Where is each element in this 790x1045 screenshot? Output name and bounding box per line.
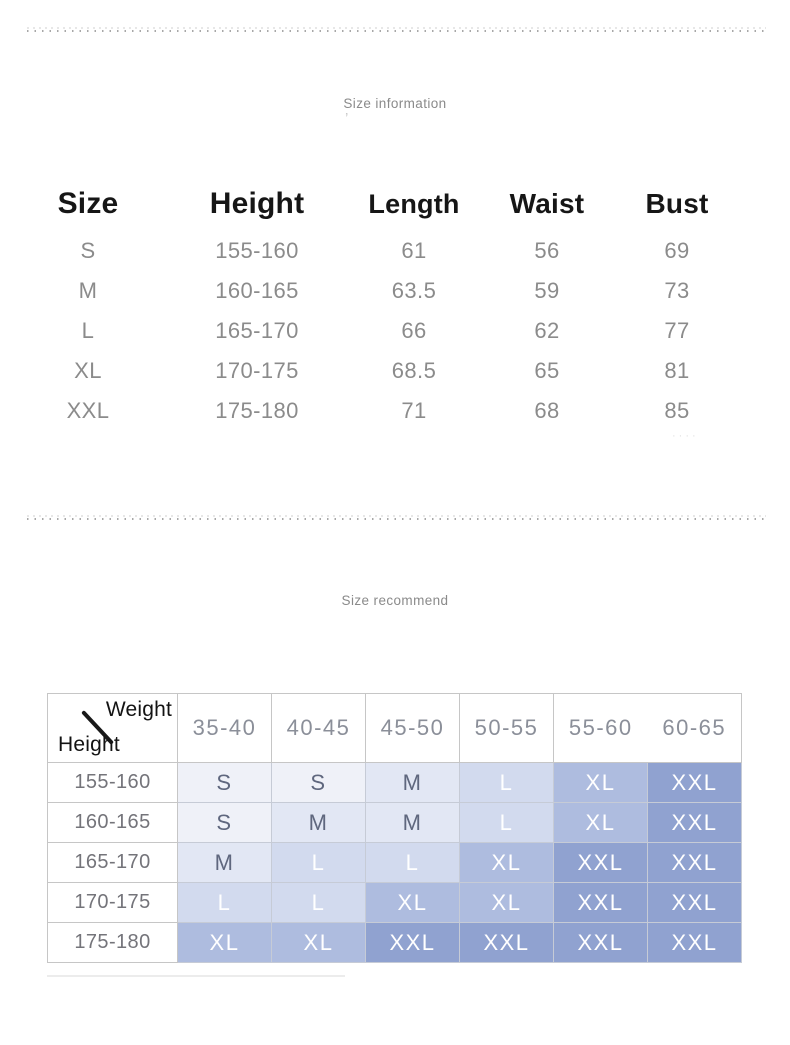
recommended-size-cell: S bbox=[178, 803, 272, 843]
recommended-size-cell: M bbox=[366, 803, 460, 843]
height-column-header: Height bbox=[209, 187, 305, 220]
recommended-size-cell: XL bbox=[366, 883, 460, 923]
size-table-cell: 170-175 bbox=[215, 358, 299, 383]
recommended-size-cell: XXL bbox=[648, 843, 742, 883]
height-range-cell: 155-160 bbox=[48, 763, 178, 803]
recommend-header-row bbox=[48, 694, 742, 763]
recommended-size-cell: XXL bbox=[460, 923, 554, 963]
table-bottom-shadow bbox=[47, 975, 345, 977]
recommended-size-cell: L bbox=[272, 883, 366, 923]
size-table-cell: 63.5 bbox=[391, 278, 437, 303]
corner-weight-label: Weight bbox=[105, 698, 172, 721]
weight-range-header: 60-65 bbox=[648, 694, 742, 763]
weight-range-header: 40-45 bbox=[272, 694, 366, 763]
recommended-size-cell: XL bbox=[554, 763, 648, 803]
size-table-column-waist bbox=[510, 186, 585, 431]
size-table-cell: 165-170 bbox=[215, 318, 299, 343]
size-recommend-table bbox=[47, 693, 742, 963]
size-table-cell: 77 bbox=[664, 318, 690, 343]
recommended-size-cell: XXL bbox=[648, 883, 742, 923]
size-recommend-title: Size recommend bbox=[341, 593, 449, 608]
size-table-cell: 69 bbox=[664, 238, 690, 263]
weight-range-header: 55-60 bbox=[554, 694, 648, 763]
recommended-size-cell: XXL bbox=[554, 883, 648, 923]
corner-height-label: Height bbox=[58, 733, 120, 756]
recommend-row bbox=[48, 923, 742, 963]
recommended-size-cell: XL bbox=[460, 883, 554, 923]
size-table-column-length bbox=[368, 186, 459, 431]
size-table-cell: XXL bbox=[66, 398, 110, 423]
height-range-cell: 175-180 bbox=[48, 923, 178, 963]
size-table-cell: 85 bbox=[664, 398, 690, 423]
recommended-size-cell: XL bbox=[554, 803, 648, 843]
size-table-cell: 175-180 bbox=[215, 398, 299, 423]
weight-range-header: 45-50 bbox=[366, 694, 460, 763]
recommended-size-cell: L bbox=[272, 843, 366, 883]
recommend-row bbox=[48, 803, 742, 843]
size-table-cell: XL bbox=[74, 358, 102, 383]
size-table-cell: 62 bbox=[534, 318, 560, 343]
size-table-cell: 56 bbox=[534, 238, 560, 263]
weight-range-header: 35-40 bbox=[178, 694, 272, 763]
size-table-cell: 59 bbox=[534, 278, 560, 303]
size-table-cell: 68.5 bbox=[391, 358, 437, 383]
size-table-column-bust bbox=[645, 186, 708, 431]
watermark-artifact: ’ bbox=[345, 110, 349, 127]
length-column-header: Length bbox=[368, 189, 460, 219]
recommended-size-cell: L bbox=[366, 843, 460, 883]
middle-dotted-divider bbox=[27, 518, 766, 520]
recommended-size-cell: L bbox=[178, 883, 272, 923]
size-table-cell: 68 bbox=[534, 398, 560, 423]
weight-height-corner-cell bbox=[48, 694, 178, 763]
size-table-cell: 61 bbox=[401, 238, 427, 263]
recommended-size-cell: XXL bbox=[554, 923, 648, 963]
size-table-cell: S bbox=[80, 238, 96, 263]
height-range-cell: 160-165 bbox=[48, 803, 178, 843]
recommend-row bbox=[48, 763, 742, 803]
size-table-cell: 155-160 bbox=[215, 238, 299, 263]
recommended-size-cell: M bbox=[272, 803, 366, 843]
size-column-header: Size bbox=[57, 187, 119, 220]
size-table-cell: 71 bbox=[401, 398, 427, 423]
recommended-size-cell: XL bbox=[272, 923, 366, 963]
size-table-cell: 73 bbox=[664, 278, 690, 303]
size-table-cell: L bbox=[81, 318, 95, 343]
recommended-size-cell: XXL bbox=[648, 923, 742, 963]
size-table-column-size bbox=[58, 186, 119, 431]
recommended-size-cell: L bbox=[460, 763, 554, 803]
recommended-size-cell: XXL bbox=[554, 843, 648, 883]
weight-range-header: 50-55 bbox=[460, 694, 554, 763]
recommended-size-cell: S bbox=[178, 763, 272, 803]
bust-column-header: Bust bbox=[645, 188, 709, 219]
recommended-size-cell: XXL bbox=[648, 763, 742, 803]
top-dotted-divider bbox=[27, 30, 766, 32]
recommended-size-cell: XXL bbox=[366, 923, 460, 963]
recommended-size-cell: XL bbox=[178, 923, 272, 963]
recommend-row bbox=[48, 883, 742, 923]
size-table-cell: 65 bbox=[534, 358, 560, 383]
faint-dots-artifact: ···· bbox=[672, 430, 699, 442]
recommended-size-cell: XL bbox=[460, 843, 554, 883]
recommend-row bbox=[48, 843, 742, 883]
size-table-cell: 66 bbox=[401, 318, 427, 343]
height-range-cell: 165-170 bbox=[48, 843, 178, 883]
recommended-size-cell: S bbox=[272, 763, 366, 803]
recommended-size-cell: M bbox=[178, 843, 272, 883]
waist-column-header: Waist bbox=[509, 188, 585, 219]
size-table-cell: 160-165 bbox=[215, 278, 299, 303]
size-table-column-height bbox=[210, 186, 305, 431]
size-table-cell: M bbox=[78, 278, 98, 303]
recommended-size-cell: L bbox=[460, 803, 554, 843]
height-range-cell: 170-175 bbox=[48, 883, 178, 923]
size-table-cell: 81 bbox=[664, 358, 690, 383]
recommended-size-cell: XXL bbox=[648, 803, 742, 843]
recommended-size-cell: M bbox=[366, 763, 460, 803]
size-information-title: Size information bbox=[343, 96, 447, 111]
